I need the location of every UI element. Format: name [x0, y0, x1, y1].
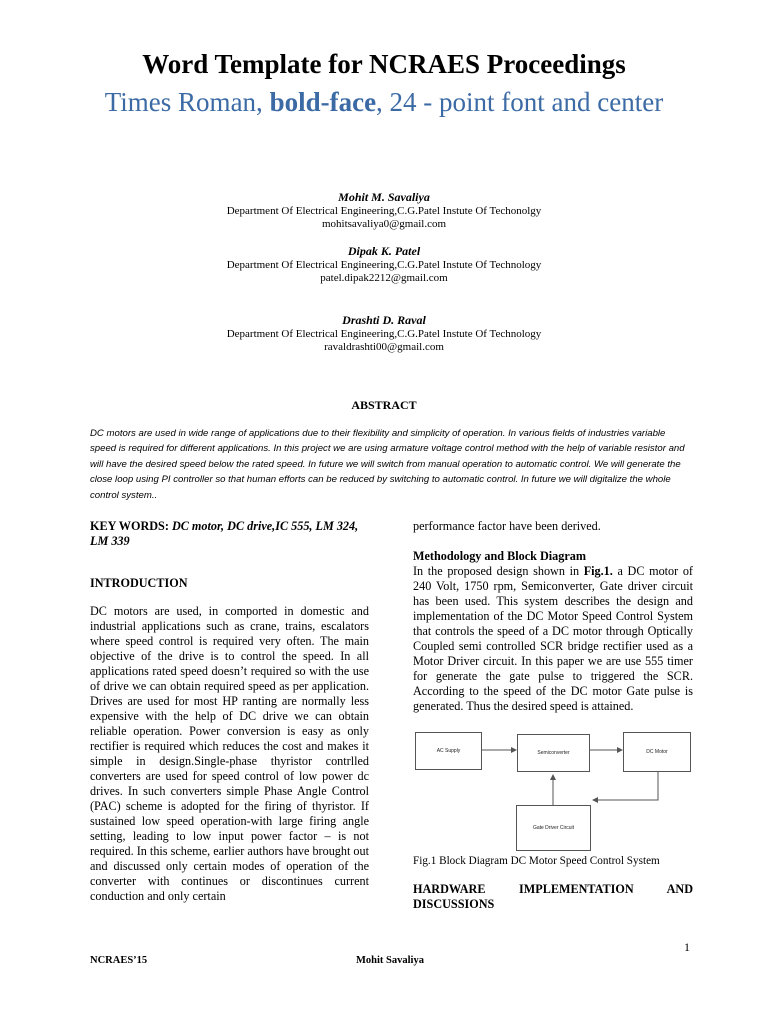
- methodology-heading: Methodology and Block Diagram: [413, 549, 586, 563]
- introduction-body: DC motors are used, in comported in domestic and industrial applications such as crane, trains, escalators where speed control is required very often. The main objective of the drive is to control the speed. In all applications rated speed doesn’t required so with the use of drive we can obtain required speed as per application. Drives are used for most HP ranting are normally less expensive with the help of DC drive we can obtain reliable operation. Power conversion is easy as only rectifier is required which reduces the cost and makes it simple in design.Single-phase thyristor contrlled converters are used for speed control of low power dc drives. In such converters simple Phase Angle Control (PAC) scheme is adopted for the firing of thyristor. If sustained low speed operation-with large firing angle setting, leading to low input power factor – is not required. In this scheme, earlier authors have brought out and discussed only certain modes of operation of the converter with continues or discontinues current conduction and only certain: [90, 604, 369, 903]
- semiconverter-block: Semiconverter: [517, 734, 590, 772]
- ac-supply-block: AC Supply: [415, 732, 482, 770]
- continuation-text: performance factor have been derived.: [413, 519, 601, 533]
- abstract-body: DC motors are used in wide range of applications due to their flexibility and simplicity of operation. In various fields of industries variable speed is required for different applications. In this project we are using armature voltage control method with the help of variable resistor and will have the desired speed below the rated speed. In future we will switch from manual operation to automatic control. We will generate the close loop using PI controller so that human efforts can be reduced by switching to automatic control. In future we will digitalize the whole control system..: [90, 428, 685, 501]
- figure-reference: Fig.1.: [583, 564, 613, 578]
- paper-title: Word Template for NCRAES Proceedings: [142, 49, 626, 79]
- page-number: 1: [684, 940, 690, 954]
- author-name: Dipak K. Patel: [347, 244, 421, 258]
- figure-caption: Fig.1 Block Diagram DC Motor Speed Control System: [413, 855, 660, 867]
- author-block-1: [0, 190, 768, 231]
- abstract-heading: ABSTRACT: [351, 398, 417, 412]
- author-affiliation: Department Of Electrical Engineering,C.G.Patel Instute Of Techonolgy: [226, 205, 542, 217]
- author-affiliation: Department Of Electrical Engineering,C.G.Patel Instute Of Technology: [226, 259, 542, 271]
- author-email: mohitsavaliya0@gmail.com: [321, 218, 447, 230]
- author-affiliation: Department Of Electrical Engineering,C.G.Patel Instute Of Technology: [226, 328, 542, 340]
- author-name: Drashti D. Raval: [342, 313, 426, 327]
- author-block-2: [0, 244, 768, 285]
- footer-author: Mohit Savaliya: [356, 955, 424, 966]
- gate-driver-block: Gate Driver Circuit: [516, 805, 591, 851]
- introduction-heading: INTRODUCTION: [90, 576, 188, 590]
- hardware-heading: HARDWARE IMPLEMENTATION AND DISCUSSIONS: [413, 882, 693, 911]
- author-email: ravaldrashti00@gmail.com: [324, 341, 444, 353]
- keywords: KEY WORDS: DC motor, DC drive,IC 555, LM 324, LM 339: [90, 519, 359, 548]
- block-diagram: [413, 723, 693, 853]
- author-block-3: [0, 313, 768, 354]
- paper-subtitle: Times Roman, bold-face, 24 - point font and center: [104, 87, 664, 117]
- footer-conference: NCRAES’15: [90, 955, 148, 966]
- author-name: Mohit M. Savaliya: [338, 190, 430, 204]
- methodology-body: In the proposed design shown in Fig.1. a DC motor of 240 Volt, 1750 rpm, Semiconverter, Gate driver circuit has been used. This system describes the design and implementation of the DC Motor Speed Control System that controls the speed of a DC motor through Optically Coupled semi controlled SCR bridge rectifier used as a Motor Driver circuit. In this paper we are use 555 timer for generate the gate pulse to triggered the SCR. According to the speed of the DC motor Gate pulse is generated. Thus the desired speed is attained.: [413, 564, 693, 713]
- author-email: patel.dipak2212@gmail.com: [320, 272, 448, 284]
- dc-motor-block: DC Motor: [623, 732, 691, 772]
